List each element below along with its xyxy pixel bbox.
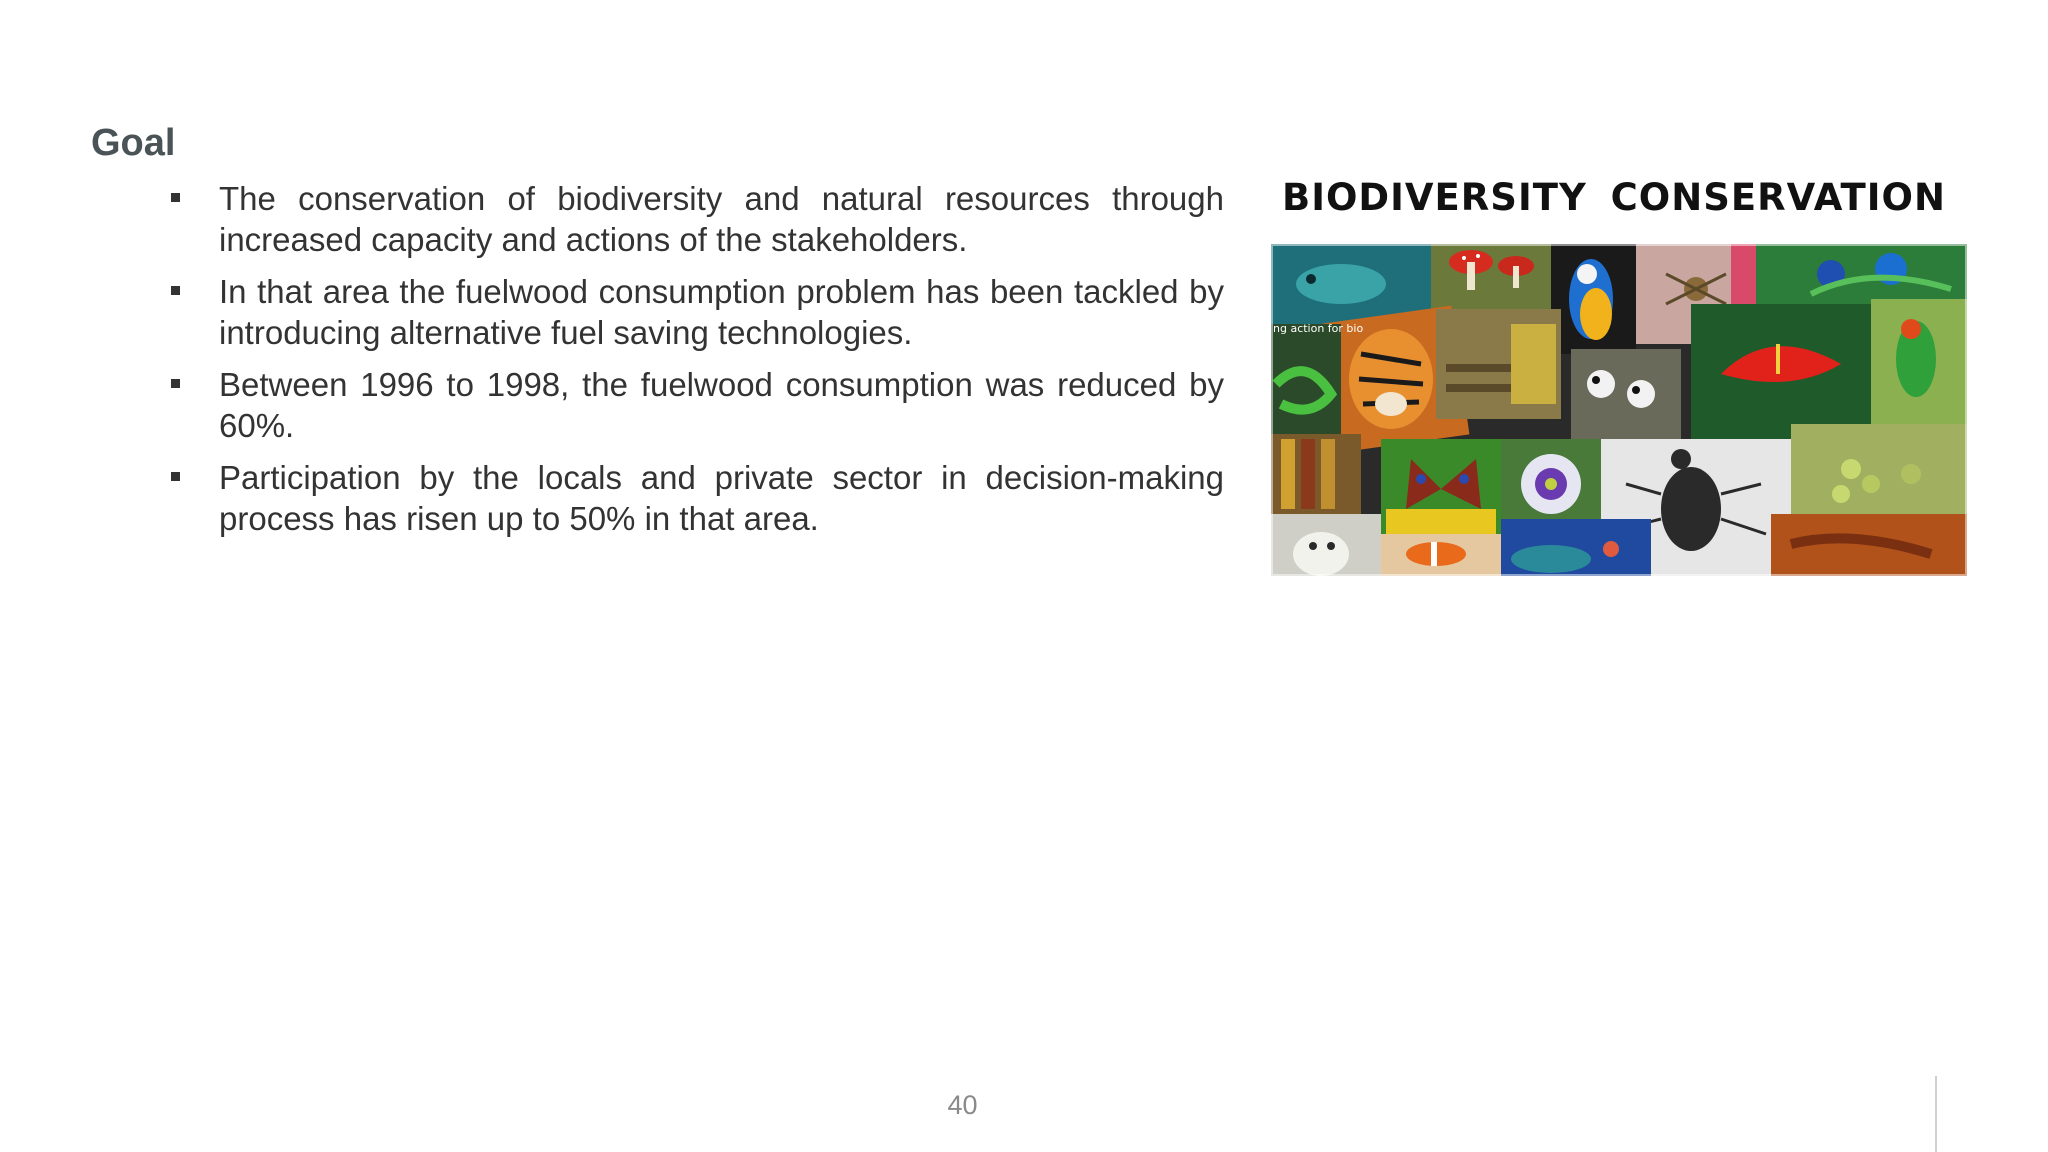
bullet-item: [168, 178, 1224, 260]
green-parrot-tile: [1871, 299, 1967, 424]
peacock-tile: [1756, 244, 1967, 304]
lizard-tile: [1771, 514, 1967, 576]
bullet-list: [168, 178, 1224, 550]
bullet-text: Between 1996 to 1998, the fuelwood consumption was reduced by 60%.: [219, 366, 1224, 444]
bullet-text: Participation by the locals and private sector in decision-making process has risen up to 50% in that area.: [219, 459, 1224, 537]
image-caption: BIODIVERSITY CONSERVATION: [1282, 176, 1946, 219]
bullet-item: [168, 457, 1224, 539]
square-bullet-icon: [171, 193, 180, 202]
pandas-tile: [1571, 349, 1681, 439]
bullet-text: In that area the fuelwood consumption problem has been tackled by introducing alternative fuel saving technologies.: [219, 273, 1224, 351]
bullet-item: [168, 364, 1224, 446]
square-bullet-icon: [171, 472, 180, 481]
bullet-item: [168, 271, 1224, 353]
macaw-parrot-tile: [1551, 244, 1636, 354]
clownfish-tile: [1381, 534, 1501, 576]
biodiversity-image: [1268, 172, 1968, 580]
slide-title: Goal: [91, 122, 176, 164]
log-fence-tile: [1436, 309, 1561, 419]
square-bullet-icon: [171, 379, 180, 388]
edge-divider: [1935, 1076, 1937, 1152]
green-snake-tile: [1271, 324, 1341, 434]
corn-tile: [1271, 434, 1361, 514]
square-bullet-icon: [171, 286, 180, 295]
collage-inset-text: ng action for bio: [1273, 322, 1364, 335]
biodiversity-collage: [1271, 244, 1967, 576]
coral-reef-tile: [1501, 519, 1651, 576]
page-number: 40: [947, 1090, 978, 1120]
mushrooms-tile: [1431, 244, 1551, 314]
butterfly-tile: [1381, 439, 1501, 539]
bullet-text: The conservation of biodiversity and natural resources through increased capacity and actions of the stakeholders.: [219, 180, 1224, 258]
red-flower-tile: [1691, 304, 1871, 444]
owl-tile: [1271, 514, 1381, 576]
